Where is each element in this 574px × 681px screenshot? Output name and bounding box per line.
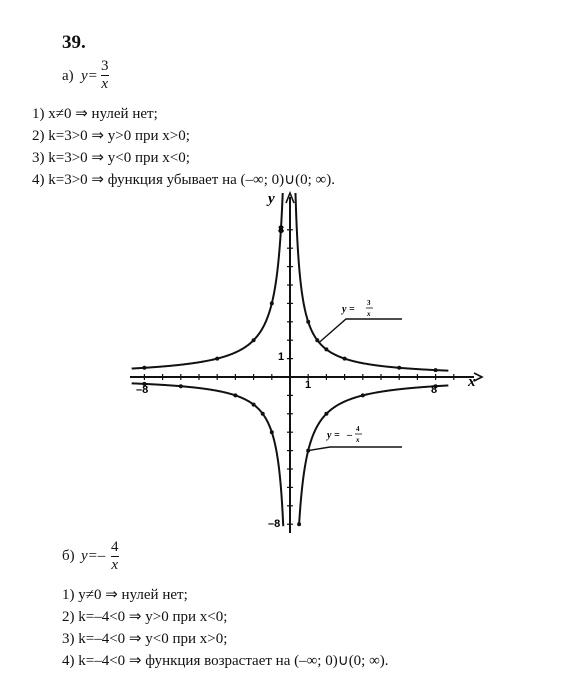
part-b-line-1: 1) y≠0 ⇒ нулей нет; xyxy=(62,587,188,603)
part-b-line-3: 3) k=–4<0 ⇒ y<0 при x>0; xyxy=(62,631,228,647)
part-b-numerator: 4 xyxy=(111,539,119,555)
point-neg4-over-x xyxy=(361,393,365,397)
part-b-function-prefix: y=– xyxy=(81,548,106,564)
point-3-over-x xyxy=(306,320,310,324)
svg-text:x: x xyxy=(367,310,371,318)
part-a-label: а) xyxy=(62,68,74,84)
svg-text:x: x xyxy=(356,436,360,444)
part-b-label: б) xyxy=(62,548,75,564)
part-a-denominator: x xyxy=(101,76,109,92)
point-neg4-over-x xyxy=(270,301,274,305)
svg-text:y =: y = xyxy=(342,304,355,315)
point-3-over-x xyxy=(397,366,401,370)
svg-text:–: – xyxy=(347,430,352,441)
point-3-over-x xyxy=(179,384,183,388)
curve-neg4-over-x-quadrant-4 xyxy=(299,385,448,523)
curve-neg4-over-x-quadrant-2 xyxy=(132,193,283,369)
point-3-over-x xyxy=(270,430,274,434)
tick-label-x-neg8: –8 xyxy=(136,384,149,396)
part-a-function-prefix: y= xyxy=(81,68,98,84)
problem-number: 39. xyxy=(62,32,86,53)
y-axis-label: y xyxy=(268,191,275,207)
curve-3-over-x-quadrant-1 xyxy=(295,193,448,371)
point-3-over-x xyxy=(261,412,265,416)
part-a-numerator: 3 xyxy=(101,58,109,74)
point-3-over-x xyxy=(324,347,328,351)
svg-text:3: 3 xyxy=(367,299,371,307)
part-b-line-2: 2) k=–4<0 ⇒ y>0 при x<0; xyxy=(62,609,228,625)
point-3-over-x xyxy=(343,357,347,361)
point-neg4-over-x xyxy=(252,338,256,342)
part-a-fraction xyxy=(101,58,109,92)
curve-label-3-over-x xyxy=(341,299,373,318)
leader-3-over-x xyxy=(319,319,402,343)
tick-label-y-8: 8 xyxy=(278,224,285,236)
point-neg4-over-x xyxy=(324,412,328,416)
part-a-line-2: 2) k=3>0 ⇒ y>0 при x>0; xyxy=(32,128,190,144)
x-axis-label: x xyxy=(468,374,476,390)
hyperbola-graph xyxy=(122,183,484,535)
point-neg4-over-x xyxy=(142,366,146,370)
tick-label-x-1: 1 xyxy=(305,379,312,391)
point-neg4-over-x xyxy=(215,357,219,361)
axes xyxy=(130,193,482,533)
part-a-line-3: 3) k=3>0 ⇒ y<0 при x<0; xyxy=(32,150,190,166)
curve-label-neg4-over-x xyxy=(326,425,362,444)
part-a-line-1: 1) x≠0 ⇒ нулей нет; xyxy=(32,106,158,122)
point-neg4-over-x xyxy=(297,522,301,526)
part-b-line-4: 4) k=–4<0 ⇒ функция возрастает на (–∞; 0)∪(0; ∞). xyxy=(62,653,389,669)
svg-text:4: 4 xyxy=(356,425,360,433)
point-3-over-x xyxy=(252,403,256,407)
part-b-denominator: x xyxy=(111,557,119,573)
part-b-fraction xyxy=(111,539,119,573)
tick-label-y-neg8: –8 xyxy=(268,518,281,530)
point-3-over-x xyxy=(315,338,319,342)
tick-label-y-1: 1 xyxy=(278,351,285,363)
tick-label-x-8: 8 xyxy=(431,384,438,396)
part-a-line-4: 4) k=3>0 ⇒ функция убывает на (–∞; 0)∪(0; ∞). xyxy=(32,172,335,188)
svg-text:y =: y = xyxy=(327,430,340,441)
point-3-over-x xyxy=(233,393,237,397)
leader-neg4-over-x xyxy=(308,447,402,451)
point-3-over-x xyxy=(434,368,438,372)
curve-3-over-x-quadrant-3 xyxy=(132,383,284,526)
